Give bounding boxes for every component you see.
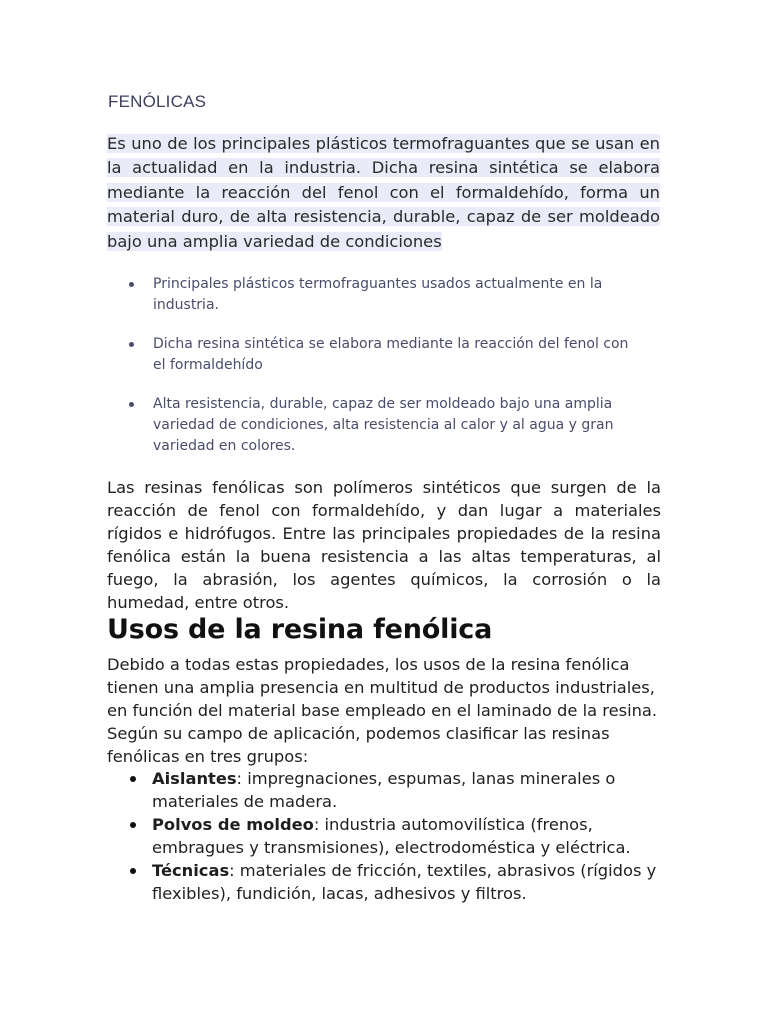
list-item — [107, 767, 667, 813]
list-item-text: Dicha resina sintética se elabora mediante la reacción del fenol con el formaldehído — [153, 336, 629, 373]
group-description: : materiales de fricción, textiles, abrasivos (rígidos y flexibles), fundición, lacas, adhesivos y filtros. — [152, 861, 657, 903]
bullet-icon — [130, 776, 136, 782]
list-item-text: Principales plásticos termofraguantes usados actualmente en la industria. — [153, 276, 603, 313]
uses-paragraph: Debido a todas estas propiedades, los usos de la resina fenólica tienen una amplia presencia en multitud de productos industriales, en función del material base empleado en el laminado de la resina. Según su campo de aplicación, podemos clasificar las resinas fenólicas en tres grupos: — [107, 655, 658, 766]
group-term: Aislantes — [152, 769, 237, 788]
list-item — [107, 334, 637, 376]
list-item — [107, 394, 637, 457]
intro-highlighted-text: Es uno de los principales plásticos termofraguantes que se usan en la actualidad en la industria. Dicha resina sintética se elabora mediante la reacción del fenol con el formaldehído, forma un material duro, de alta resistencia, durable, capaz de ser moldeado bajo una amplia variedad de condiciones — [107, 134, 660, 251]
list-item-text: Alta resistencia, durable, capaz de ser moldeado bajo una amplia variedad de condiciones, alta resistencia al calor y al agua y gran variedad en colores. — [153, 396, 614, 454]
list-item — [107, 813, 667, 859]
bullet-icon — [130, 868, 136, 874]
group-description: : impregnaciones, espumas, lanas minerales o materiales de madera. — [152, 769, 616, 811]
bullet-icon — [129, 342, 134, 347]
bullet-icon — [129, 402, 134, 407]
list-item — [107, 859, 667, 905]
bullet-icon — [129, 282, 134, 287]
intro-paragraph — [107, 132, 660, 254]
section-label: FENÓLICAS — [108, 92, 207, 111]
groups-bullet-list — [107, 767, 667, 905]
list-item — [107, 274, 637, 316]
properties-paragraph: Las resinas fenólicas son polímeros sintéticos que surgen de la reacción de fenol con formaldehído, y dan lugar a materiales rígidos e hidrófugos. Entre las principales propiedades de la resina fenólica están la buena resistencia a las altas temperaturas, al fuego, la abrasión, los agentes químicos, la corrosión o la humedad, entre otros. — [107, 478, 661, 612]
group-term: Técnicas — [152, 861, 230, 880]
summary-bullet-list — [107, 274, 637, 475]
uses-heading: Usos de la resina fenólica — [107, 614, 493, 645]
bullet-icon — [130, 822, 136, 828]
group-description: : industria automovilística (frenos, embragues y transmisiones), electrodoméstica y eléctrica. — [152, 815, 631, 857]
group-term: Polvos de moldeo — [152, 815, 314, 834]
